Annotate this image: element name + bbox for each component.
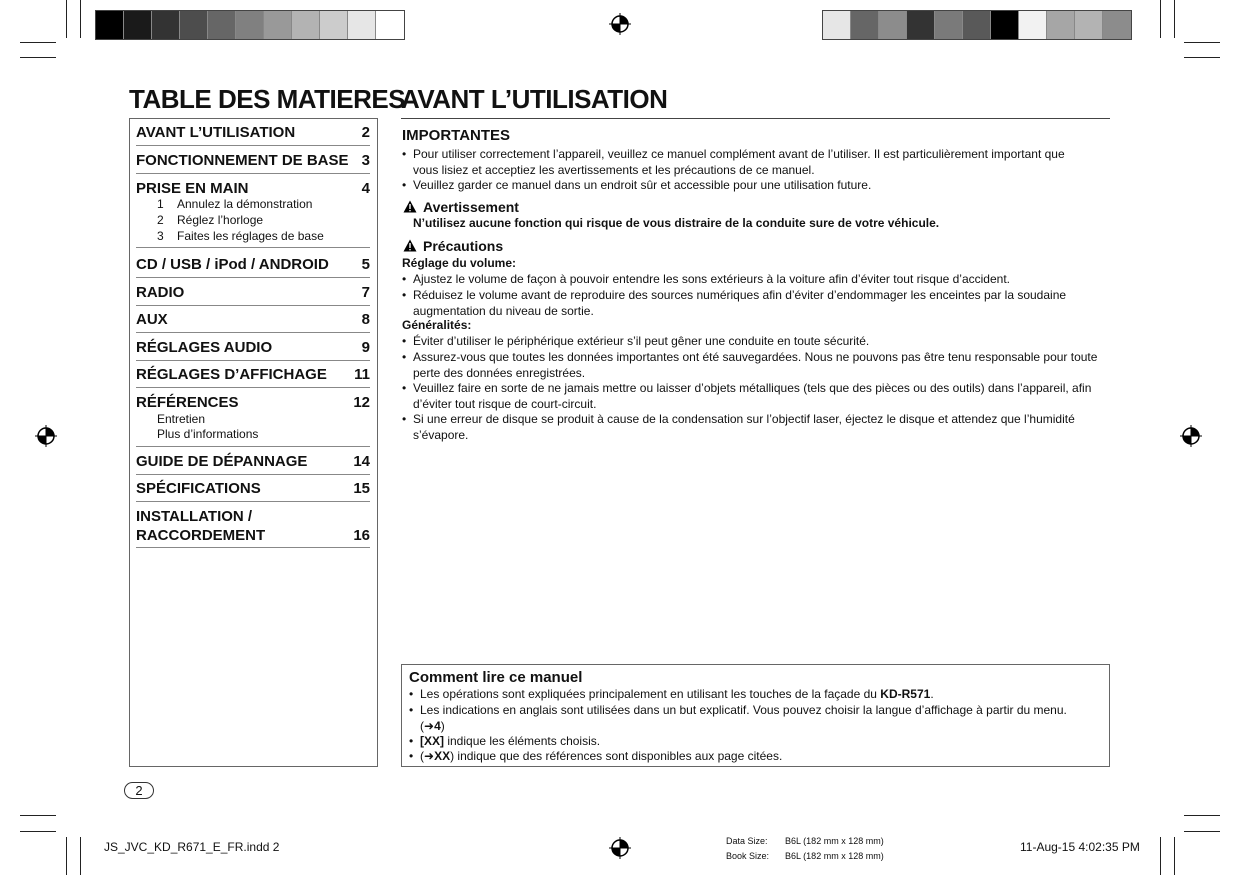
toc-item-page: 12: [353, 394, 370, 411]
toc-item-page: 9: [361, 339, 370, 356]
general-label: Généralités:: [402, 318, 472, 332]
slug-data-size-value: B6L (182 mm x 128 mm): [785, 836, 884, 846]
toc-item-page: 8: [361, 311, 370, 328]
crop-mark: [20, 831, 56, 832]
section-rule: [401, 118, 1110, 119]
crop-mark: [1184, 831, 1220, 832]
color-swatch: [963, 11, 991, 39]
toc-sub-item[interactable]: 1 Annulez la démonstration: [157, 197, 313, 211]
color-bar-left: [95, 10, 405, 40]
toc-item-label: RÉGLAGES D’AFFICHAGE: [136, 366, 327, 383]
color-swatch: [879, 11, 907, 39]
color-swatch: [935, 11, 963, 39]
caution-heading: Précautions: [403, 238, 503, 254]
crop-mark: [1160, 837, 1161, 875]
howto-heading: Comment lire ce manuel: [409, 669, 583, 686]
crop-mark: [1184, 815, 1220, 816]
crop-mark: [1174, 837, 1175, 875]
toc-item-page: 5: [361, 256, 370, 273]
toc-sub-item[interactable]: Entretien: [157, 412, 206, 426]
registration-target-icon: [35, 425, 57, 447]
toc-item-label: RÉFÉRENCES: [136, 394, 239, 411]
crop-mark: [1184, 57, 1220, 58]
toc-item-page: 7: [361, 284, 370, 301]
toc-title: TABLE DES MATIERES: [129, 84, 406, 114]
toc-item-label: GUIDE DE DÉPANNAGE: [136, 453, 308, 470]
toc-item-label: INSTALLATION /: [136, 508, 253, 525]
toc-sub-item[interactable]: 2 Réglez l’horloge: [157, 213, 264, 227]
color-swatch: [1103, 11, 1131, 39]
slug-data-size-label: Data Size:: [726, 836, 768, 846]
toc-item-radio[interactable]: [136, 284, 370, 306]
color-swatch: [96, 11, 124, 39]
toc-item-page: 11: [354, 366, 370, 383]
toc-item-page: 16: [353, 527, 370, 544]
color-swatch: [1075, 11, 1103, 39]
toc-item-reglages-audio[interactable]: [136, 339, 370, 361]
arrow-right-icon: ➜: [424, 749, 435, 763]
toc-item-label: FONCTIONNEMENT DE BASE: [136, 152, 349, 169]
toc-item-depannage[interactable]: [136, 453, 370, 475]
color-swatch: [236, 11, 264, 39]
crop-mark: [20, 42, 56, 43]
toc-item-installation[interactable]: [136, 508, 370, 548]
toc-item-page: 4: [361, 180, 370, 197]
section-title: AVANT L’UTILISATION: [401, 84, 668, 114]
slug-book-size-label: Book Size:: [726, 851, 770, 861]
toc-item-cd-usb[interactable]: [136, 256, 370, 278]
registration-target-icon: [609, 837, 631, 859]
color-swatch: [376, 11, 404, 39]
color-swatch: [851, 11, 879, 39]
color-swatch: [823, 11, 851, 39]
registration-target-icon: [1180, 425, 1202, 447]
toc-item-page: 14: [353, 453, 370, 470]
crop-mark: [80, 0, 81, 38]
color-swatch: [264, 11, 292, 39]
important-heading: IMPORTANTES: [402, 127, 511, 144]
color-swatch: [124, 11, 152, 39]
caution-triangle-icon: [403, 239, 417, 252]
toc-item-aux[interactable]: [136, 311, 370, 333]
toc-item-page: 2: [361, 124, 370, 141]
toc-sub-item[interactable]: 3 Faites les réglages de base: [157, 229, 324, 243]
color-swatch: [1019, 11, 1047, 39]
color-swatch: [152, 11, 180, 39]
toc-item-avant[interactable]: [136, 124, 370, 146]
color-swatch: [320, 11, 348, 39]
color-swatch: [1047, 11, 1075, 39]
crop-mark: [66, 0, 67, 38]
color-swatch: [907, 11, 935, 39]
toc-item-reglages-affichage[interactable]: [136, 366, 370, 388]
toc-item-page: 15: [353, 480, 370, 497]
volume-label: Réglage du volume:: [402, 256, 517, 270]
warning-triangle-icon: [403, 200, 417, 213]
registration-target-icon: [609, 13, 631, 35]
toc-item-label: PRISE EN MAIN: [136, 180, 249, 197]
color-swatch: [208, 11, 236, 39]
warning-text: N’utilisez aucune fonction qui risque de vous distraire de la conduite sure de votre véhicule.: [413, 216, 940, 230]
color-swatch: [991, 11, 1019, 39]
toc-item-label: CD / USB / iPod / ANDROID: [136, 256, 329, 273]
crop-mark: [1184, 42, 1220, 43]
toc-item-label: AUX: [136, 311, 168, 328]
crop-mark: [80, 837, 81, 875]
crop-mark: [1174, 0, 1175, 38]
page-number: 2: [124, 782, 154, 799]
arrow-right-icon: ➜: [424, 719, 435, 733]
toc-item-specifications[interactable]: [136, 480, 370, 502]
toc-item-label: RÉGLAGES AUDIO: [136, 339, 273, 356]
color-swatch: [348, 11, 376, 39]
toc-item-label: SPÉCIFICATIONS: [136, 480, 261, 497]
toc-item-page: 3: [361, 152, 370, 169]
color-swatch: [292, 11, 320, 39]
color-swatch: [180, 11, 208, 39]
crop-mark: [66, 837, 67, 875]
crop-mark: [20, 57, 56, 58]
toc-sub-item[interactable]: Plus d’informations: [157, 427, 259, 441]
toc-item-fonctionnement[interactable]: [136, 152, 370, 174]
warning-heading: Avertissement: [403, 199, 519, 215]
slug-book-size-value: B6L (182 mm x 128 mm): [785, 851, 884, 861]
slug-filename: JS_JVC_KD_R671_E_FR.indd 2: [104, 840, 280, 854]
toc-item-label: RADIO: [136, 284, 185, 301]
slug-datetime: 11-Aug-15 4:02:35 PM: [1020, 840, 1140, 854]
crop-mark: [20, 815, 56, 816]
crop-mark: [1160, 0, 1161, 38]
color-bar-right: [822, 10, 1132, 40]
toc-item-label: RACCORDEMENT: [136, 527, 266, 544]
toc-item-label: AVANT L’UTILISATION: [136, 124, 296, 141]
